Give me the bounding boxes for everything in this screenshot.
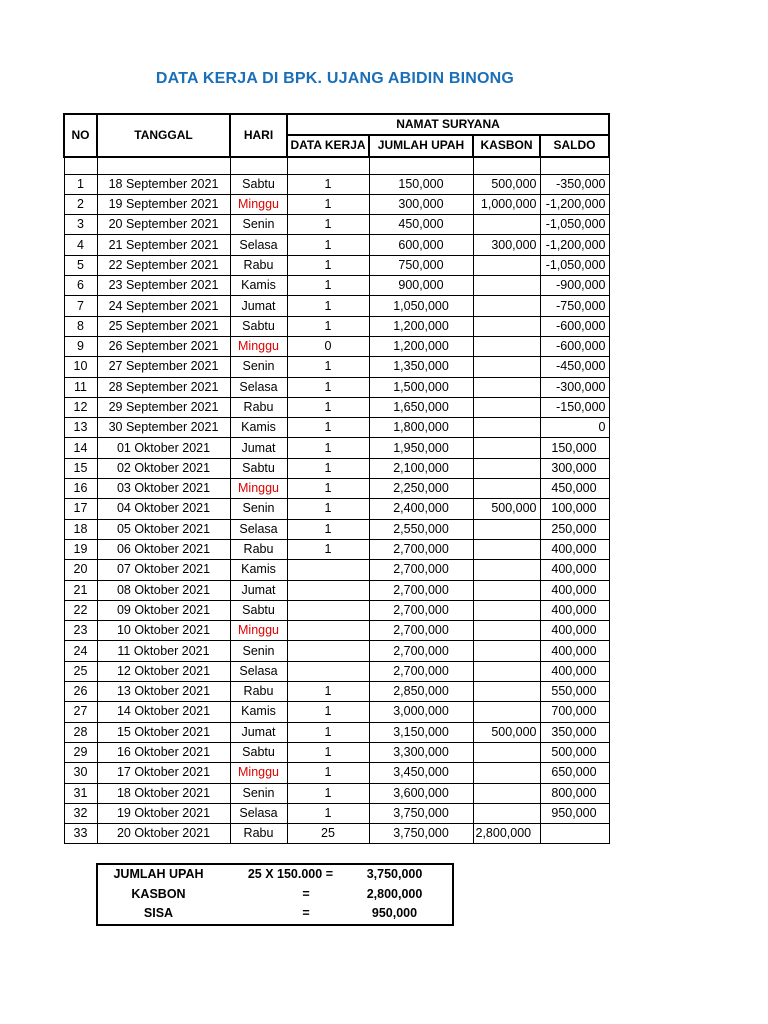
cell-tanggal: 07 Oktober 2021 [97,560,230,580]
cell-no: 27 [64,702,97,722]
cell-tanggal: 06 Oktober 2021 [97,539,230,559]
cell-data-kerja [287,580,369,600]
cell-tanggal: 27 September 2021 [97,357,230,377]
cell-kasbon [473,641,540,661]
table-row [64,580,609,600]
cell-tanggal: 19 September 2021 [97,194,230,214]
cell-jumlah-upah: 3,150,000 [369,722,473,742]
cell-jumlah-upah: 3,450,000 [369,763,473,783]
cell-data-kerja: 25 [287,824,369,844]
cell-tanggal: 30 September 2021 [97,418,230,438]
cell-saldo: 250,000 [540,519,609,539]
table-row [64,377,609,397]
cell-tanggal: 26 September 2021 [97,336,230,356]
cell-kasbon [473,357,540,377]
cell-jumlah-upah: 2,400,000 [369,499,473,519]
table-row [64,722,609,742]
cell-tanggal: 15 Oktober 2021 [97,722,230,742]
cell-kasbon: 2,800,000 [473,824,540,844]
summary-row-jumlah-upah [97,864,453,885]
cell-tanggal: 24 September 2021 [97,296,230,316]
cell-no: 14 [64,438,97,458]
cell-no: 13 [64,418,97,438]
cell-data-kerja: 1 [287,803,369,823]
cell-kasbon [473,519,540,539]
cell-saldo: -1,200,000 [540,194,609,214]
cell-jumlah-upah: 2,700,000 [369,600,473,620]
cell-kasbon [473,661,540,681]
table-row [64,824,609,844]
cell-data-kerja [287,600,369,620]
cell-no: 33 [64,824,97,844]
cell-jumlah-upah: 3,750,000 [369,803,473,823]
cell-jumlah-upah: 1,050,000 [369,296,473,316]
cell-jumlah-upah: 3,600,000 [369,783,473,803]
table-row [64,438,609,458]
table-row [64,316,609,336]
cell-jumlah-upah: 900,000 [369,276,473,296]
cell-data-kerja: 1 [287,316,369,336]
table-row [64,742,609,762]
cell-saldo: -1,050,000 [540,215,609,235]
cell-data-kerja: 1 [287,519,369,539]
cell-data-kerja: 1 [287,397,369,417]
cell-data-kerja [287,661,369,681]
cell-saldo: -900,000 [540,276,609,296]
summary-label: KASBON [131,886,186,901]
cell-kasbon [473,438,540,458]
cell-jumlah-upah: 2,250,000 [369,479,473,499]
cell-saldo: -600,000 [540,336,609,356]
cell-kasbon: 300,000 [473,235,540,255]
table-row [64,499,609,519]
cell-data-kerja: 1 [287,783,369,803]
cell-jumlah-upah: 1,650,000 [369,397,473,417]
table-row [64,235,609,255]
cell-kasbon [473,763,540,783]
cell-tanggal: 05 Oktober 2021 [97,519,230,539]
cell-saldo: -1,050,000 [540,255,609,275]
cell-hari: Kamis [230,276,287,296]
cell-jumlah-upah: 150,000 [369,174,473,194]
cell-hari: Sabtu [230,316,287,336]
cell-hari: Jumat [230,438,287,458]
cell-saldo: 400,000 [540,600,609,620]
table-row [64,539,609,559]
cell-no: 2 [64,194,97,214]
cell-no: 6 [64,276,97,296]
cell-hari: Selasa [230,803,287,823]
cell-no: 19 [64,539,97,559]
cell-saldo: 400,000 [540,661,609,681]
cell-kasbon [473,702,540,722]
cell-no: 18 [64,519,97,539]
cell-jumlah-upah: 2,700,000 [369,539,473,559]
cell-kasbon [473,803,540,823]
cell-saldo: -750,000 [540,296,609,316]
table-row [64,194,609,214]
cell-jumlah-upah: 3,300,000 [369,742,473,762]
cell-no: 9 [64,336,97,356]
cell-tanggal: 12 Oktober 2021 [97,661,230,681]
header-hari: HARI [230,114,287,157]
cell-saldo: -350,000 [540,174,609,194]
cell-saldo: 300,000 [540,458,609,478]
cell-hari: Minggu [230,763,287,783]
table-row [64,560,609,580]
summary-row-sisa [97,904,453,925]
cell-data-kerja [287,560,369,580]
cell-hari: Minggu [230,479,287,499]
table-row [64,255,609,275]
cell-data-kerja: 1 [287,377,369,397]
cell-saldo: 400,000 [540,560,609,580]
cell-tanggal: 10 Oktober 2021 [97,621,230,641]
cell-hari: Rabu [230,824,287,844]
summary-label: SISA [143,906,174,921]
cell-data-kerja: 1 [287,539,369,559]
cell-hari: Sabtu [230,600,287,620]
summary-label: JUMLAH UPAH [113,867,204,882]
cell-data-kerja: 1 [287,499,369,519]
cell-kasbon [473,479,540,499]
cell-no: 8 [64,316,97,336]
cell-saldo: 150,000 [540,438,609,458]
cell-saldo: 700,000 [540,702,609,722]
table-row [64,803,609,823]
cell-no: 11 [64,377,97,397]
cell-data-kerja: 1 [287,702,369,722]
cell-data-kerja: 1 [287,682,369,702]
cell-jumlah-upah: 600,000 [369,235,473,255]
table-row [64,458,609,478]
cell-kasbon [473,742,540,762]
cell-no: 30 [64,763,97,783]
cell-jumlah-upah: 2,700,000 [369,661,473,681]
cell-hari: Rabu [230,539,287,559]
cell-jumlah-upah: 1,200,000 [369,336,473,356]
cell-saldo: 450,000 [540,479,609,499]
cell-tanggal: 13 Oktober 2021 [97,682,230,702]
cell-jumlah-upah: 1,350,000 [369,357,473,377]
cell-hari: Minggu [230,336,287,356]
cell-kasbon [473,458,540,478]
cell-kasbon [473,377,540,397]
spacer-row [64,157,609,175]
cell-tanggal: 20 September 2021 [97,215,230,235]
cell-tanggal: 03 Oktober 2021 [97,479,230,499]
cell-tanggal: 04 Oktober 2021 [97,499,230,519]
cell-jumlah-upah: 3,750,000 [369,824,473,844]
cell-tanggal: 22 September 2021 [97,255,230,275]
summary-calc: 25 X 150.000 = [247,867,333,882]
cell-hari: Minggu [230,194,287,214]
header-group-name: NAMAT SURYANA [287,114,609,135]
cell-no: 20 [64,560,97,580]
cell-kasbon: 500,000 [473,722,540,742]
cell-saldo: 550,000 [540,682,609,702]
cell-jumlah-upah: 1,200,000 [369,316,473,336]
cell-hari: Selasa [230,661,287,681]
cell-kasbon [473,215,540,235]
summary-value: 2,800,000 [366,886,423,901]
header-jumlah-upah: JUMLAH UPAH [369,135,473,156]
table-row [64,336,609,356]
cell-tanggal: 18 September 2021 [97,174,230,194]
cell-tanggal: 09 Oktober 2021 [97,600,230,620]
cell-no: 28 [64,722,97,742]
table-row [64,702,609,722]
cell-hari: Senin [230,499,287,519]
summary-calc: = [302,906,310,921]
cell-hari: Kamis [230,418,287,438]
cell-jumlah-upah: 2,700,000 [369,560,473,580]
cell-kasbon: 500,000 [473,499,540,519]
cell-tanggal: 25 September 2021 [97,316,230,336]
cell-saldo: 650,000 [540,763,609,783]
summary-table [96,863,454,926]
cell-kasbon [473,336,540,356]
page-title: DATA KERJA DI BPK. UJANG ABIDIN BINONG [155,70,515,87]
cell-kasbon [473,276,540,296]
cell-kasbon [473,418,540,438]
cell-kasbon [473,255,540,275]
cell-no: 5 [64,255,97,275]
cell-no: 4 [64,235,97,255]
table-row [64,661,609,681]
cell-hari: Rabu [230,682,287,702]
cell-no: 7 [64,296,97,316]
cell-data-kerja: 1 [287,255,369,275]
table-row [64,682,609,702]
cell-jumlah-upah: 300,000 [369,194,473,214]
cell-tanggal: 28 September 2021 [97,377,230,397]
cell-no: 24 [64,641,97,661]
cell-data-kerja: 1 [287,276,369,296]
cell-jumlah-upah: 2,850,000 [369,682,473,702]
table-row [64,215,609,235]
summary-row-kasbon [97,885,453,905]
cell-tanggal: 02 Oktober 2021 [97,458,230,478]
cell-hari: Minggu [230,621,287,641]
cell-data-kerja: 1 [287,479,369,499]
cell-no: 25 [64,661,97,681]
cell-saldo: 400,000 [540,539,609,559]
header-no: NO [64,114,97,157]
table-row [64,418,609,438]
table-row [64,641,609,661]
cell-data-kerja: 1 [287,174,369,194]
cell-no: 3 [64,215,97,235]
cell-tanggal: 08 Oktober 2021 [97,580,230,600]
table-row [64,479,609,499]
cell-saldo: -300,000 [540,377,609,397]
cell-hari: Kamis [230,702,287,722]
cell-hari: Jumat [230,722,287,742]
cell-kasbon [473,580,540,600]
header-data-kerja: DATA KERJA [287,135,369,156]
cell-data-kerja: 1 [287,458,369,478]
table-row [64,600,609,620]
cell-kasbon [473,316,540,336]
cell-tanggal: 23 September 2021 [97,276,230,296]
cell-hari: Senin [230,215,287,235]
cell-jumlah-upah: 2,700,000 [369,641,473,661]
cell-data-kerja: 1 [287,763,369,783]
cell-jumlah-upah: 450,000 [369,215,473,235]
cell-hari: Jumat [230,580,287,600]
cell-hari: Sabtu [230,742,287,762]
cell-tanggal: 11 Oktober 2021 [97,641,230,661]
cell-hari: Selasa [230,235,287,255]
cell-hari: Sabtu [230,174,287,194]
header-kasbon: KASBON [473,135,540,156]
cell-data-kerja: 1 [287,194,369,214]
cell-tanggal: 17 Oktober 2021 [97,763,230,783]
cell-data-kerja: 1 [287,418,369,438]
cell-no: 15 [64,458,97,478]
cell-no: 16 [64,479,97,499]
cell-tanggal: 14 Oktober 2021 [97,702,230,722]
cell-data-kerja: 1 [287,357,369,377]
cell-jumlah-upah: 1,800,000 [369,418,473,438]
cell-data-kerja [287,641,369,661]
cell-tanggal: 29 September 2021 [97,397,230,417]
cell-saldo: 350,000 [540,722,609,742]
cell-kasbon [473,296,540,316]
cell-tanggal: 20 Oktober 2021 [97,824,230,844]
cell-no: 21 [64,580,97,600]
cell-data-kerja: 1 [287,235,369,255]
cell-data-kerja: 1 [287,742,369,762]
cell-tanggal: 19 Oktober 2021 [97,803,230,823]
cell-hari: Kamis [230,560,287,580]
cell-no: 17 [64,499,97,519]
header-tanggal: TANGGAL [97,114,230,157]
cell-no: 22 [64,600,97,620]
table-row [64,621,609,641]
cell-data-kerja: 0 [287,336,369,356]
cell-hari: Rabu [230,397,287,417]
table-row [64,397,609,417]
cell-hari: Sabtu [230,458,287,478]
cell-data-kerja [287,621,369,641]
cell-saldo: 950,000 [540,803,609,823]
cell-kasbon [473,783,540,803]
table-row [64,174,609,194]
cell-jumlah-upah: 1,500,000 [369,377,473,397]
cell-hari: Selasa [230,377,287,397]
cell-hari: Jumat [230,296,287,316]
cell-jumlah-upah: 1,950,000 [369,438,473,458]
cell-kasbon: 1,000,000 [473,194,540,214]
cell-tanggal: 18 Oktober 2021 [97,783,230,803]
cell-saldo: -600,000 [540,316,609,336]
cell-hari: Senin [230,641,287,661]
cell-kasbon: 500,000 [473,174,540,194]
cell-jumlah-upah: 3,000,000 [369,702,473,722]
cell-no: 31 [64,783,97,803]
cell-saldo: 400,000 [540,641,609,661]
cell-kasbon [473,397,540,417]
cell-no: 29 [64,742,97,762]
cell-jumlah-upah: 2,550,000 [369,519,473,539]
cell-tanggal: 01 Oktober 2021 [97,438,230,458]
header-saldo: SALDO [540,135,609,156]
cell-saldo: 800,000 [540,783,609,803]
summary-value: 950,000 [371,906,418,921]
cell-kasbon [473,621,540,641]
cell-saldo: 0 [540,418,609,438]
cell-data-kerja: 1 [287,215,369,235]
cell-saldo: 100,000 [540,499,609,519]
summary-calc: = [302,886,310,901]
cell-jumlah-upah: 2,700,000 [369,580,473,600]
summary-value: 3,750,000 [366,867,423,882]
cell-data-kerja: 1 [287,438,369,458]
cell-data-kerja: 1 [287,296,369,316]
cell-saldo: 500,000 [540,742,609,762]
cell-hari: Senin [230,357,287,377]
table-row [64,519,609,539]
cell-jumlah-upah: 2,700,000 [369,621,473,641]
cell-tanggal: 21 September 2021 [97,235,230,255]
table-row [64,296,609,316]
cell-kasbon [473,539,540,559]
cell-data-kerja: 1 [287,722,369,742]
cell-no: 10 [64,357,97,377]
cell-kasbon [473,560,540,580]
cell-saldo: -450,000 [540,357,609,377]
cell-kasbon [473,600,540,620]
cell-no: 12 [64,397,97,417]
cell-kasbon [473,682,540,702]
table-row [64,276,609,296]
cell-saldo: 400,000 [540,621,609,641]
cell-no: 23 [64,621,97,641]
data-table [63,113,610,844]
cell-no: 26 [64,682,97,702]
cell-no: 1 [64,174,97,194]
cell-tanggal: 16 Oktober 2021 [97,742,230,762]
cell-hari: Senin [230,783,287,803]
table-row [64,783,609,803]
table-row [64,357,609,377]
cell-hari: Rabu [230,255,287,275]
table-row [64,763,609,783]
cell-hari: Selasa [230,519,287,539]
cell-saldo [540,824,609,844]
cell-no: 32 [64,803,97,823]
cell-saldo: 400,000 [540,580,609,600]
cell-jumlah-upah: 2,100,000 [369,458,473,478]
cell-saldo: -150,000 [540,397,609,417]
cell-jumlah-upah: 750,000 [369,255,473,275]
cell-saldo: -1,200,000 [540,235,609,255]
